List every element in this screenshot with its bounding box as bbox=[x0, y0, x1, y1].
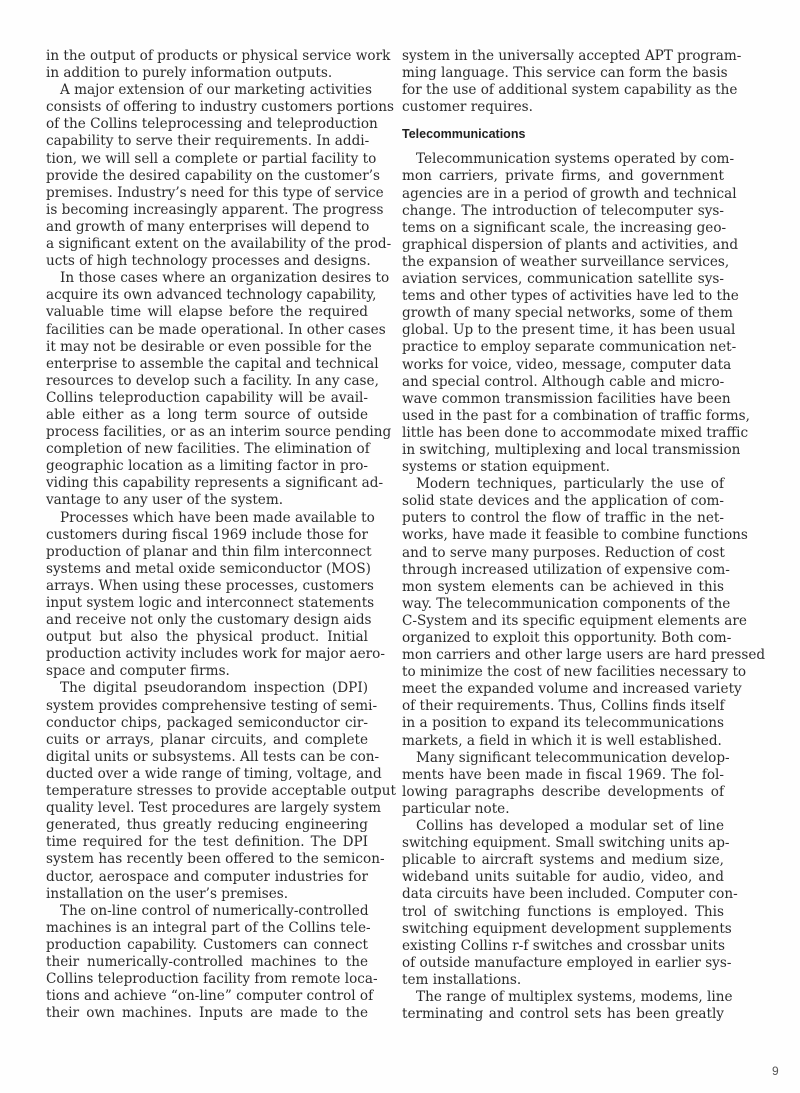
text-line: process facilities, or as an interim source pending bbox=[46, 424, 392, 441]
text-line: Modern techniques, particularly the use of bbox=[416, 476, 724, 493]
text-line: little has been done to accommodate mixed traffic bbox=[402, 424, 749, 441]
text-line: facilities can be made operational. In other cases bbox=[46, 321, 386, 338]
text-line: mon carriers, private firms, and government bbox=[402, 168, 724, 185]
text-line: existing Collins r-f switches and crossbar units bbox=[402, 937, 725, 954]
text-line: geographic location as a limiting factor in pro- bbox=[46, 458, 368, 475]
text-line: machines is an integral part of the Collins tele- bbox=[46, 919, 371, 936]
text-line: plicable to aircraft systems and medium size, bbox=[402, 852, 724, 869]
text-line: In those cases where an organization desires to bbox=[60, 270, 390, 287]
text-line: production activity includes work for major aero- bbox=[46, 646, 385, 663]
text-line: switching equipment development supplements bbox=[402, 920, 732, 937]
text-line: vantage to any user of the system. bbox=[46, 492, 284, 509]
text-line: tions and achieve “on-line” computer control of bbox=[46, 988, 374, 1005]
text-line: arrays. When using these processes, customers bbox=[46, 577, 374, 594]
text-line: through increased utilization of expensive com- bbox=[402, 561, 730, 578]
text-line: installation on the user’s premises. bbox=[46, 885, 289, 902]
text-line: organized to exploit this opportunity. Both com- bbox=[402, 630, 732, 646]
section-body bbox=[402, 151, 766, 1023]
text-line: cuits or arrays, planar circuits, and complete bbox=[46, 731, 368, 748]
text-line: and to serve many purposes. Reduction of cost bbox=[402, 544, 725, 561]
text-line: to minimize the cost of new facilities necessary to bbox=[402, 664, 747, 681]
text-line: tems on a significant scale, the increasing geo- bbox=[402, 219, 727, 236]
text-line: mon system elements can be achieved in this bbox=[402, 578, 724, 595]
text-line: of the Collins teleprocessing and teleproduction bbox=[46, 116, 378, 133]
text-line: graphical dispersion of plants and activities, and bbox=[402, 236, 739, 253]
text-line: Many significant telecommunication develop- bbox=[416, 749, 730, 766]
text-line: particular note. bbox=[402, 800, 510, 817]
text-line: resources to develop such a facility. In any case, bbox=[46, 372, 379, 389]
text-line: Collins teleproduction capability will be avail- bbox=[46, 389, 368, 406]
text-line: capability to serve their requirements. In addi- bbox=[46, 133, 370, 150]
text-line: mon carriers and other large users are hard pressed bbox=[402, 647, 766, 664]
text-line: digital units or subsystems. All tests can be con- bbox=[46, 748, 380, 765]
text-line: the expansion of weather surveillance services, bbox=[402, 253, 730, 270]
text-line: completion of new facilities. The elimination of bbox=[46, 441, 370, 458]
text-line: The on-line control of numerically-controlled bbox=[60, 902, 369, 919]
text-line: works, have made it feasible to combine functions bbox=[402, 527, 748, 544]
text-line: wave common transmission facilities have been bbox=[402, 390, 731, 407]
section-heading: Telecommunications bbox=[402, 127, 526, 142]
paragraph bbox=[46, 48, 391, 82]
text-line: switching equipment. Small switching units ap- bbox=[402, 835, 730, 852]
text-line: The digital pseudorandom inspection (DPI) bbox=[60, 680, 368, 697]
text-line: terminating and control sets has been greatly bbox=[402, 1006, 724, 1023]
text-line: data circuits have been included. Computer con- bbox=[402, 886, 738, 903]
text-line: trol of switching functions is employed. This bbox=[402, 903, 724, 920]
text-line: temperature stresses to provide acceptable output bbox=[46, 783, 396, 800]
text-line: used in the past for a combination of traffic forms, bbox=[402, 407, 750, 424]
text-line: systems or station equipment. bbox=[402, 459, 610, 476]
text-line: solid state devices and the application of com- bbox=[402, 493, 724, 510]
paragraph bbox=[46, 270, 392, 509]
text-line: of their requirements. Thus, Collins finds itself bbox=[402, 698, 725, 715]
paragraph bbox=[46, 902, 378, 1023]
paragraph bbox=[402, 988, 733, 1023]
text-line: ming language. This service can form the basis bbox=[402, 65, 728, 82]
text-line: A major extension of our marketing activities bbox=[60, 82, 372, 99]
text-line: for the use of additional system capability as the bbox=[402, 82, 738, 99]
text-line: systems and metal oxide semiconductor (MOS) bbox=[46, 560, 371, 577]
text-line: meet the expanded volume and increased variety bbox=[402, 681, 742, 698]
text-line: puters to control the flow of traffic in the net- bbox=[402, 510, 724, 527]
text-line: customers during fiscal 1969 include those for bbox=[46, 526, 368, 543]
text-line: ductor, aerospace and computer industries for bbox=[46, 868, 368, 885]
paragraph bbox=[402, 48, 742, 116]
text-line: of outside manufacture employed in earlier sys- bbox=[402, 954, 732, 971]
text-line: their own machines. Inputs are made to the bbox=[46, 1005, 368, 1022]
right-column bbox=[402, 48, 766, 1023]
text-line: in the output of products or physical service work bbox=[46, 48, 391, 64]
text-line: agencies are in a period of growth and technical bbox=[402, 185, 737, 202]
text-line: global. Up to the present time, it has been usual bbox=[402, 322, 736, 339]
text-line: output but also the physical product. Initial bbox=[46, 629, 368, 646]
text-line: aviation services, communication satellite sys- bbox=[402, 271, 724, 288]
text-line: generated, thus greatly reducing engineering bbox=[46, 817, 368, 834]
text-line: system provides comprehensive testing of semi- bbox=[46, 697, 378, 714]
text-line: change. The introduction of telecomputer sys- bbox=[402, 202, 724, 219]
text-line: Telecommunication systems operated by com- bbox=[416, 151, 735, 168]
text-line: markets, a field in which it is well established. bbox=[402, 732, 722, 749]
text-line: and receive not only the customary design aids bbox=[46, 612, 372, 629]
text-line: input system logic and interconnect statements bbox=[46, 595, 375, 611]
text-line: practice to employ separate communication net- bbox=[402, 339, 737, 356]
text-line: their numerically-controlled machines to the bbox=[46, 953, 368, 970]
text-line: production of planar and thin film interconnect bbox=[46, 543, 372, 560]
text-line: system has recently been offered to the semicon- bbox=[46, 851, 385, 868]
text-line: provide the desired capability on the customer’s bbox=[46, 167, 380, 184]
text-line: able either as a long term source of outside bbox=[46, 406, 368, 423]
text-line: is becoming increasingly apparent. The progress bbox=[46, 201, 384, 218]
left-column bbox=[46, 48, 396, 1022]
text-line: enterprise to assemble the capital and technical bbox=[46, 355, 379, 372]
text-line: valuable time will elapse before the required bbox=[46, 304, 368, 321]
text-line: The range of multiplex systems, modems, line bbox=[416, 988, 733, 1005]
text-line: in a position to expand its telecommunications bbox=[402, 715, 724, 732]
text-line: quality level. Test procedures are largely system bbox=[46, 800, 382, 817]
text-line: Processes which have been made available to bbox=[60, 509, 375, 526]
text-line: space and computer firms. bbox=[46, 663, 230, 680]
text-line: it may not be desirable or even possible for the bbox=[46, 338, 372, 355]
text-line: way. The telecommunication components of the bbox=[402, 595, 731, 612]
text-line: tem installations. bbox=[402, 971, 522, 988]
text-line: system in the universally accepted APT program- bbox=[402, 48, 742, 64]
paragraph bbox=[46, 680, 396, 902]
text-line: a significant extent on the availability of the prod- bbox=[46, 236, 392, 253]
paragraph bbox=[402, 818, 738, 989]
text-line: ducted over a wide range of timing, voltage, and bbox=[46, 765, 382, 782]
paragraph bbox=[402, 749, 730, 818]
text-line: in addition to purely information outputs. bbox=[46, 65, 333, 82]
intro-paragraph bbox=[402, 48, 742, 116]
text-line: ments have been made in fiscal 1969. The fol- bbox=[402, 766, 724, 783]
text-line: premises. Industry’s need for this type of service bbox=[46, 184, 384, 201]
text-line: tems and other types of activities have led to the bbox=[402, 288, 739, 305]
paragraph bbox=[46, 82, 394, 270]
paragraph bbox=[402, 151, 750, 476]
text-line: lowing paragraphs describe developments of bbox=[402, 783, 724, 800]
text-line: tion, we will sell a complete or partial facility to bbox=[46, 150, 377, 167]
text-line: viding this capability represents a significant ad- bbox=[46, 475, 384, 492]
text-line: works for voice, video, message, computer data bbox=[402, 356, 732, 373]
text-line: and special control. Although cable and micro- bbox=[402, 373, 725, 390]
text-line: wideband units suitable for audio, video, and bbox=[402, 869, 724, 886]
text-line: customer requires. bbox=[402, 99, 533, 116]
text-line: time required for the test definition. The DPI bbox=[46, 834, 368, 851]
page-number: 9 bbox=[772, 1064, 779, 1078]
text-line: acquire its own advanced technology capability, bbox=[46, 287, 377, 304]
text-line: growth of many special networks, some of them bbox=[402, 305, 733, 322]
text-line: C-System and its specific equipment elements are bbox=[402, 612, 747, 629]
text-line: Collins has developed a modular set of line bbox=[416, 818, 724, 835]
text-line: Collins teleproduction facility from remote loca- bbox=[46, 971, 378, 988]
paragraph bbox=[402, 476, 766, 750]
text-line: ucts of high technology processes and designs. bbox=[46, 253, 371, 270]
text-line: and growth of many enterprises will depend to bbox=[46, 218, 370, 235]
paragraph bbox=[46, 509, 385, 681]
text-line: in switching, multiplexing and local transmission bbox=[402, 441, 741, 458]
text-line: conductor chips, packaged semiconductor cir- bbox=[46, 714, 368, 731]
text-line: consists of offering to industry customers portions bbox=[46, 99, 394, 116]
text-line: production capability. Customers can connect bbox=[46, 936, 368, 953]
